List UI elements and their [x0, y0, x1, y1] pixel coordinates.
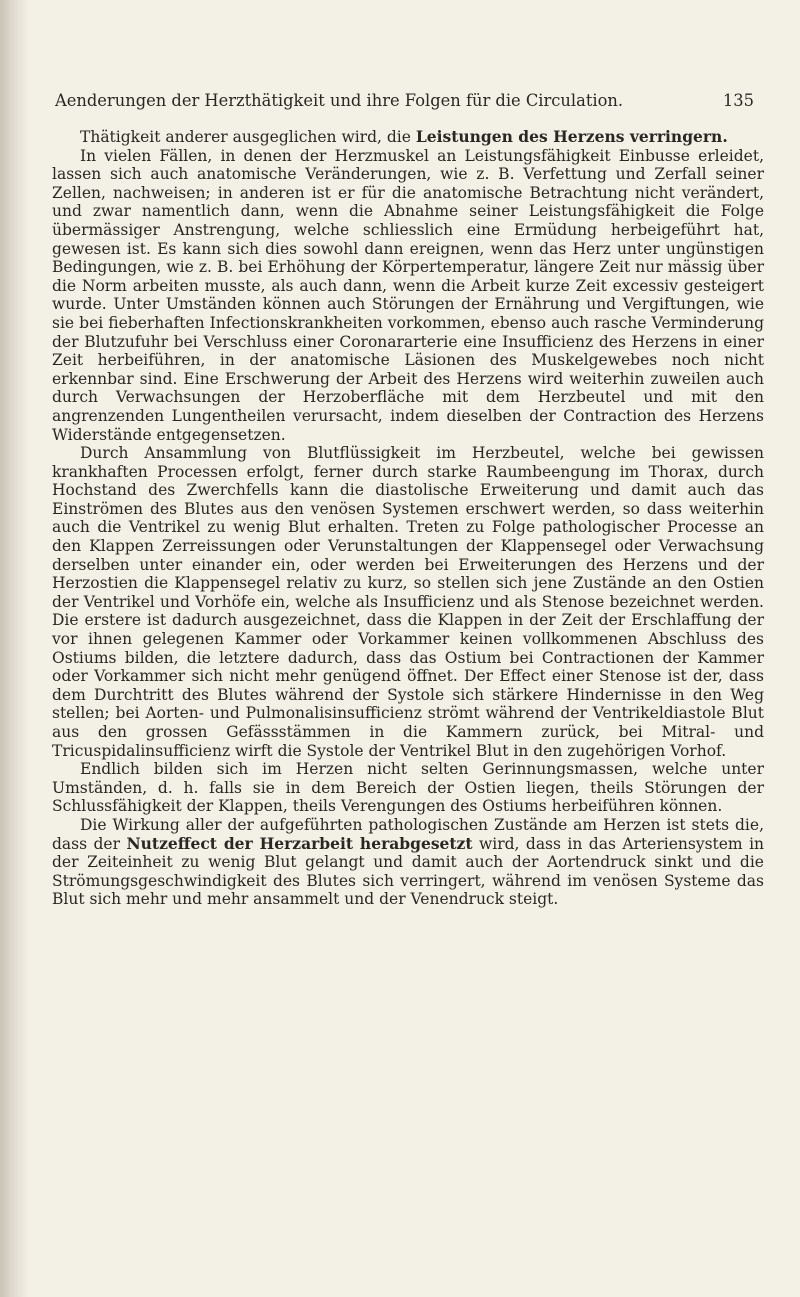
paragraph	[52, 128, 764, 147]
text-run: Die Wirkung aller der aufgeführten pathologischen Zustände am Herzen ist stets die, dass der	[52, 815, 764, 853]
text-run: Durch Ansammlung von Blutflüssigkeit im Herzbeutel, welche bei gewissen krankhaften Processen erfolgt, ferner durch starke Raumbeengung im Thorax, durch Hochstand des Zwerchfells kann die diastolische Erweiterung und damit auch das Einströmen des Blutes aus den venösen Systemen erschwert werden, so dass weiterhin auch die Ventrikel zu wenig Blut erhalten. Treten zu Folge pathologischer Processe an den Klappen Zerreissungen oder Verunstaltungen der Klappensegel oder Verwachsung derselben unter einander ein, oder werden bei Erweiterungen des Herzens und der Herzostien die Klappensegel relativ zu kurz, so stellen sich jene Zustände an den Ostien der Ventrikel und Vorhöfe ein, welche als Insufficienz und als Stenose bezeichnet werden. Die erstere ist dadurch ausgezeichnet, dass die Klappen in der Zeit der Erschlaffung der vor ihnen gelegenen Kammer oder Vorkammer keinen vollkommenen Abschluss des Ostiums bilden, die letztere dadurch, dass das Ostium bei Contractionen der Kammer oder Vorkammer sich nicht mehr genügend öffnet. Der Effect einer Stenose ist der, dass dem Durchtritt des Blutes während der Systole sich stärkere Hindernisse in den Weg stellen; bei Aorten- und Pulmonalisinsufficienz strömt während der Ventrikeldiastole Blut aus den grossen Gefässstämmen in die Kammern zurück, bei Mitral- und Tricuspidalinsufficienz wirft die Systole der Ventrikel Blut in den zugehörigen Vorhof.	[52, 444, 764, 760]
page-number: 135	[722, 91, 754, 110]
emphasis-text: Nutzeffect der Herzarbeit herabgesetzt	[126, 833, 473, 853]
running-head	[52, 90, 764, 112]
text-run: In vielen Fällen, in denen der Herzmuskel an Leistungsfähigkeit Einbusse erleidet, lassen sich auch anatomische Veränderungen, wie z. B. Verfettung und Zerfall seiner Zellen, nachweisen; in anderen ist er für die anatomische Betrachtung nicht verändert, und zwar namentlich dann, wenn die Abnahme seiner Leistungsfähigkeit die Folge übermässiger Anstrengung, welche schliesslich eine Ermüdung herbeigeführt hat, gewesen ist. Es kann sich dies sowohl dann ereignen, wenn das Herz unter ungünstigen Bedingungen, wie z. B. bei Erhöhung der Körpertemperatur, längere Zeit nur mässig über die Norm arbeiten musste, als auch dann, wenn die Arbeit kurze Zeit excessiv gesteigert wurde. Unter Umständen können auch Störungen der Ernährung und Vergiftungen, wie sie bei fieberhaften Infectionskrankheiten vorkommen, ebenso auch rasche Verminderung der Blutzufuhr bei Verschluss einer Coronararterie eine Insufficienz des Herzens in einer Zeit herbeiführen, in der anatomische Läsionen des Muskelgewebes noch nicht erkennbar sind. Eine Erschwerung der Arbeit des Herzens wird weiterhin zuweilen auch durch Verwachsungen der Herzoberfläche mit dem Herzbeutel und mit den angrenzenden Lungentheilen verursacht, indem dieselben der Contraction des Herzens Widerstände entgegensetzen.	[52, 146, 764, 444]
body-text	[52, 128, 764, 909]
paragraph	[52, 760, 764, 816]
paragraph	[52, 444, 764, 760]
emphasis-text: Leistungen des Herzens verringern.	[415, 127, 728, 146]
paragraph	[52, 147, 764, 445]
paragraph	[52, 816, 764, 909]
text-run: Thätigkeit anderer ausgeglichen wird, die	[80, 128, 416, 146]
running-head-title: Aenderungen der Herzthätigkeit und ihre Folgen für die Circulation.	[55, 91, 624, 110]
page-gutter-shadow	[0, 0, 28, 1297]
text-run: Endlich bilden sich im Herzen nicht selten Gerinnungsmassen, welche unter Umständen, d. h. falls sie in dem Bereich der Ostien liegen, theils Störungen der Schlussfähigkeit der Klappen, theils Verengungen des Ostiums herbeiführen können.	[52, 760, 764, 816]
text-run: wird, dass in das Arteriensystem in der Zeiteinheit zu wenig Blut gelangt und damit auch der Aortendruck sinkt und die Strömungsgeschwindigkeit des Blutes sich verringert, während im venösen Systeme das Blut sich mehr und mehr ansammelt und der Venendruck steigt.	[52, 834, 765, 909]
